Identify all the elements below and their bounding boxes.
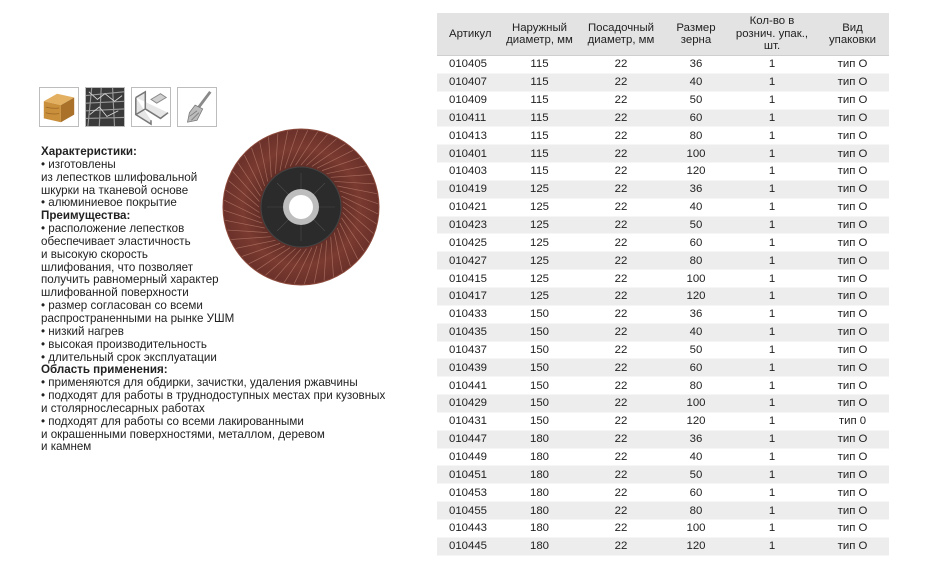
- article-cell: 010449: [437, 448, 501, 466]
- retail-qty-cell: 1: [728, 448, 816, 466]
- grit-size-cell: 120: [664, 412, 728, 430]
- table-row: [437, 395, 889, 413]
- grit-size-cell: 50: [664, 466, 728, 484]
- bore-diameter-cell: 22: [578, 466, 664, 484]
- table-row: [437, 270, 889, 288]
- table-row: [437, 502, 889, 520]
- description-line: шлифования, что позволяет: [41, 260, 194, 274]
- article-cell: 010437: [437, 341, 501, 359]
- bore-diameter-cell: 22: [578, 341, 664, 359]
- package-type-cell: тип О: [816, 430, 889, 448]
- bore-diameter-cell: 22: [578, 127, 664, 145]
- grit-size-cell: 120: [664, 537, 728, 555]
- retail-qty-cell: 1: [728, 412, 816, 430]
- article-cell: 010425: [437, 234, 501, 252]
- metal-profile-icon: [131, 87, 171, 127]
- package-type-cell: тип О: [816, 341, 889, 359]
- outer-diameter-cell: 115: [501, 73, 578, 91]
- grit-size-cell: 80: [664, 252, 728, 270]
- table-row: [437, 412, 889, 430]
- material-icons-row: [39, 87, 217, 127]
- table-row: [437, 448, 889, 466]
- table-row: [437, 519, 889, 537]
- retail-qty-cell: 1: [728, 270, 816, 288]
- grit-size-cell: 60: [664, 484, 728, 502]
- retail-qty-cell: 1: [728, 216, 816, 234]
- retail-qty-cell: 1: [728, 109, 816, 127]
- retail-qty-cell: 1: [728, 145, 816, 163]
- header-package-type: Вид упаковки: [816, 13, 889, 56]
- description-line: получить равномерный характер: [41, 273, 219, 287]
- retail-qty-cell: 1: [728, 537, 816, 555]
- package-type-cell: тип О: [816, 198, 889, 216]
- table-row: [437, 234, 889, 252]
- grit-size-cell: 120: [664, 163, 728, 181]
- description-line: • высокая производительность: [41, 337, 207, 351]
- package-type-cell: тип О: [816, 519, 889, 537]
- package-type-cell: тип О: [816, 180, 889, 198]
- outer-diameter-cell: 150: [501, 341, 578, 359]
- grit-size-cell: 36: [664, 56, 728, 74]
- outer-diameter-cell: 150: [501, 359, 578, 377]
- description-line: и камнем: [41, 440, 92, 454]
- outer-diameter-cell: 180: [501, 466, 578, 484]
- grit-size-cell: 50: [664, 341, 728, 359]
- bore-diameter-cell: 22: [578, 145, 664, 163]
- retail-qty-cell: 1: [728, 395, 816, 413]
- outer-diameter-cell: 150: [501, 377, 578, 395]
- bore-diameter-cell: 22: [578, 287, 664, 305]
- package-type-cell: тип О: [816, 109, 889, 127]
- bore-diameter-cell: 22: [578, 216, 664, 234]
- outer-diameter-cell: 125: [501, 180, 578, 198]
- grit-size-cell: 50: [664, 91, 728, 109]
- header-retail-qty: Кол-во в рознич. упак., шт.: [728, 13, 816, 56]
- bore-diameter-cell: 22: [578, 180, 664, 198]
- grit-size-cell: 100: [664, 519, 728, 537]
- grit-size-cell: 100: [664, 395, 728, 413]
- outer-diameter-cell: 115: [501, 91, 578, 109]
- table-row: [437, 466, 889, 484]
- article-cell: 010411: [437, 109, 501, 127]
- retail-qty-cell: 1: [728, 91, 816, 109]
- table-row: [437, 163, 889, 181]
- description-line: • подходят для работы в труднодоступных местах при кузовных: [41, 389, 386, 403]
- grit-size-cell: 36: [664, 430, 728, 448]
- bore-diameter-cell: 22: [578, 377, 664, 395]
- outer-diameter-cell: 115: [501, 127, 578, 145]
- bore-diameter-cell: 22: [578, 359, 664, 377]
- table-row: [437, 323, 889, 341]
- article-cell: 010429: [437, 395, 501, 413]
- outer-diameter-cell: 150: [501, 395, 578, 413]
- paint-brush-icon: [177, 87, 217, 127]
- bore-diameter-cell: 22: [578, 305, 664, 323]
- outer-diameter-cell: 125: [501, 287, 578, 305]
- header-grit-size: Размер зерна: [664, 13, 728, 56]
- article-cell: 010403: [437, 163, 501, 181]
- table-row: [437, 305, 889, 323]
- table-row: [437, 537, 889, 555]
- outer-diameter-cell: 150: [501, 305, 578, 323]
- outer-diameter-cell: 180: [501, 448, 578, 466]
- table-row: [437, 341, 889, 359]
- table-row: [437, 216, 889, 234]
- description-heading: Преимущества:: [41, 209, 131, 223]
- retail-qty-cell: 1: [728, 252, 816, 270]
- bore-diameter-cell: 22: [578, 502, 664, 520]
- bore-diameter-cell: 22: [578, 537, 664, 555]
- article-cell: 010447: [437, 430, 501, 448]
- product-description: [41, 146, 401, 454]
- wood-material-icon: [39, 87, 79, 127]
- bore-diameter-cell: 22: [578, 73, 664, 91]
- table-row: [437, 430, 889, 448]
- description-line: и столярнослесарных работах: [41, 401, 205, 415]
- outer-diameter-cell: 125: [501, 252, 578, 270]
- package-type-cell: тип О: [816, 163, 889, 181]
- grit-size-cell: 80: [664, 377, 728, 395]
- table-row: [437, 73, 889, 91]
- outer-diameter-cell: 180: [501, 430, 578, 448]
- grit-size-cell: 60: [664, 109, 728, 127]
- outer-diameter-cell: 115: [501, 163, 578, 181]
- table-row: [437, 180, 889, 198]
- outer-diameter-cell: 150: [501, 323, 578, 341]
- description-line: • низкий нагрев: [41, 324, 124, 338]
- grit-size-cell: 36: [664, 180, 728, 198]
- retail-qty-cell: 1: [728, 341, 816, 359]
- table-body: [437, 56, 889, 556]
- header-bore-diameter: Посадочный диаметр, мм: [578, 13, 664, 56]
- bore-diameter-cell: 22: [578, 519, 664, 537]
- grit-size-cell: 100: [664, 145, 728, 163]
- article-cell: 010401: [437, 145, 501, 163]
- bore-diameter-cell: 22: [578, 395, 664, 413]
- article-cell: 010431: [437, 412, 501, 430]
- package-type-cell: тип О: [816, 484, 889, 502]
- description-line: • алюминиевое покрытие: [41, 196, 177, 210]
- article-cell: 010405: [437, 56, 501, 74]
- bore-diameter-cell: 22: [578, 234, 664, 252]
- grit-size-cell: 40: [664, 73, 728, 91]
- bore-diameter-cell: 22: [578, 56, 664, 74]
- description-line: и высокую скорость: [41, 247, 148, 261]
- bore-diameter-cell: 22: [578, 430, 664, 448]
- package-type-cell: тип О: [816, 270, 889, 288]
- package-type-cell: тип О: [816, 127, 889, 145]
- grit-size-cell: 80: [664, 127, 728, 145]
- table-row: [437, 127, 889, 145]
- retail-qty-cell: 1: [728, 163, 816, 181]
- article-cell: 010453: [437, 484, 501, 502]
- bore-diameter-cell: 22: [578, 448, 664, 466]
- package-type-cell: тип О: [816, 395, 889, 413]
- table-row: [437, 484, 889, 502]
- article-cell: 010407: [437, 73, 501, 91]
- article-cell: 010417: [437, 287, 501, 305]
- article-cell: 010433: [437, 305, 501, 323]
- article-cell: 010441: [437, 377, 501, 395]
- package-type-cell: тип О: [816, 56, 889, 74]
- retail-qty-cell: 1: [728, 287, 816, 305]
- retail-qty-cell: 1: [728, 484, 816, 502]
- outer-diameter-cell: 115: [501, 56, 578, 74]
- outer-diameter-cell: 150: [501, 412, 578, 430]
- grit-size-cell: 40: [664, 198, 728, 216]
- package-type-cell: тип О: [816, 305, 889, 323]
- bore-diameter-cell: 22: [578, 198, 664, 216]
- package-type-cell: тип О: [816, 91, 889, 109]
- description-heading: Область применения:: [41, 363, 168, 377]
- retail-qty-cell: 1: [728, 73, 816, 91]
- package-type-cell: тип О: [816, 537, 889, 555]
- retail-qty-cell: 1: [728, 198, 816, 216]
- bore-diameter-cell: 22: [578, 270, 664, 288]
- package-type-cell: тип 0: [816, 412, 889, 430]
- grit-size-cell: 36: [664, 305, 728, 323]
- bore-diameter-cell: 22: [578, 323, 664, 341]
- product-table-wrap: [437, 13, 889, 556]
- table-row: [437, 359, 889, 377]
- product-table: [437, 13, 889, 556]
- description-line: и окрашенными поверхностями, металлом, деревом: [41, 427, 325, 441]
- description-line: шкурки на тканевой основе: [41, 183, 189, 197]
- grit-size-cell: 50: [664, 216, 728, 234]
- outer-diameter-cell: 115: [501, 145, 578, 163]
- article-cell: 010443: [437, 519, 501, 537]
- grit-size-cell: 40: [664, 448, 728, 466]
- bore-diameter-cell: 22: [578, 91, 664, 109]
- description-heading: Характеристики:: [41, 145, 137, 158]
- package-type-cell: тип О: [816, 323, 889, 341]
- package-type-cell: тип О: [816, 73, 889, 91]
- description-line: • расположение лепестков: [41, 222, 185, 236]
- description-line: • изготовлены: [41, 157, 116, 171]
- article-cell: 010409: [437, 91, 501, 109]
- description-line: • применяются для обдирки, зачистки, удаления ржавчины: [41, 376, 358, 390]
- retail-qty-cell: 1: [728, 519, 816, 537]
- article-cell: 010451: [437, 466, 501, 484]
- article-cell: 010427: [437, 252, 501, 270]
- table-row: [437, 56, 889, 74]
- bore-diameter-cell: 22: [578, 484, 664, 502]
- grit-size-cell: 100: [664, 270, 728, 288]
- table-row: [437, 252, 889, 270]
- article-cell: 010415: [437, 270, 501, 288]
- description-line: • подходят для работы со всеми лакированными: [41, 414, 304, 428]
- description-line: шлифованной поверхности: [41, 286, 189, 300]
- header-article: Артикул: [437, 13, 501, 56]
- retail-qty-cell: 1: [728, 234, 816, 252]
- retail-qty-cell: 1: [728, 323, 816, 341]
- bore-diameter-cell: 22: [578, 109, 664, 127]
- package-type-cell: тип О: [816, 377, 889, 395]
- retail-qty-cell: 1: [728, 359, 816, 377]
- description-line: обеспечивает эластичность: [41, 234, 191, 248]
- outer-diameter-cell: 125: [501, 270, 578, 288]
- retail-qty-cell: 1: [728, 502, 816, 520]
- grit-size-cell: 60: [664, 234, 728, 252]
- outer-diameter-cell: 125: [501, 234, 578, 252]
- retail-qty-cell: 1: [728, 377, 816, 395]
- stone-material-icon: [85, 87, 125, 127]
- grit-size-cell: 120: [664, 287, 728, 305]
- package-type-cell: тип О: [816, 216, 889, 234]
- retail-qty-cell: 1: [728, 180, 816, 198]
- description-line: распространенными на рынке УШМ: [41, 311, 235, 325]
- grit-size-cell: 80: [664, 502, 728, 520]
- article-cell: 010435: [437, 323, 501, 341]
- retail-qty-cell: 1: [728, 305, 816, 323]
- article-cell: 010413: [437, 127, 501, 145]
- grit-size-cell: 60: [664, 359, 728, 377]
- package-type-cell: тип О: [816, 234, 889, 252]
- package-type-cell: тип О: [816, 145, 889, 163]
- article-cell: 010455: [437, 502, 501, 520]
- outer-diameter-cell: 180: [501, 537, 578, 555]
- table-row: [437, 145, 889, 163]
- retail-qty-cell: 1: [728, 430, 816, 448]
- table-row: [437, 198, 889, 216]
- article-cell: 010423: [437, 216, 501, 234]
- bore-diameter-cell: 22: [578, 163, 664, 181]
- package-type-cell: тип О: [816, 466, 889, 484]
- outer-diameter-cell: 180: [501, 519, 578, 537]
- retail-qty-cell: 1: [728, 127, 816, 145]
- package-type-cell: тип О: [816, 252, 889, 270]
- description-line: • размер согласован со всеми: [41, 299, 203, 313]
- retail-qty-cell: 1: [728, 466, 816, 484]
- bore-diameter-cell: 22: [578, 412, 664, 430]
- package-type-cell: тип О: [816, 359, 889, 377]
- outer-diameter-cell: 125: [501, 198, 578, 216]
- article-cell: 010419: [437, 180, 501, 198]
- grit-size-cell: 40: [664, 323, 728, 341]
- table-header-row: [437, 13, 889, 56]
- description-line: из лепестков шлифовальной: [41, 170, 198, 184]
- outer-diameter-cell: 125: [501, 216, 578, 234]
- table-row: [437, 377, 889, 395]
- table-row: [437, 109, 889, 127]
- article-cell: 010439: [437, 359, 501, 377]
- package-type-cell: тип О: [816, 448, 889, 466]
- outer-diameter-cell: 180: [501, 502, 578, 520]
- outer-diameter-cell: 115: [501, 109, 578, 127]
- retail-qty-cell: 1: [728, 56, 816, 74]
- header-outer-diameter: Наружный диаметр, мм: [501, 13, 578, 56]
- outer-diameter-cell: 180: [501, 484, 578, 502]
- article-cell: 010421: [437, 198, 501, 216]
- description-line: • длительный срок эксплуатации: [41, 350, 217, 364]
- package-type-cell: тип О: [816, 502, 889, 520]
- article-cell: 010445: [437, 537, 501, 555]
- table-row: [437, 287, 889, 305]
- package-type-cell: тип О: [816, 287, 889, 305]
- bore-diameter-cell: 22: [578, 252, 664, 270]
- table-row: [437, 91, 889, 109]
